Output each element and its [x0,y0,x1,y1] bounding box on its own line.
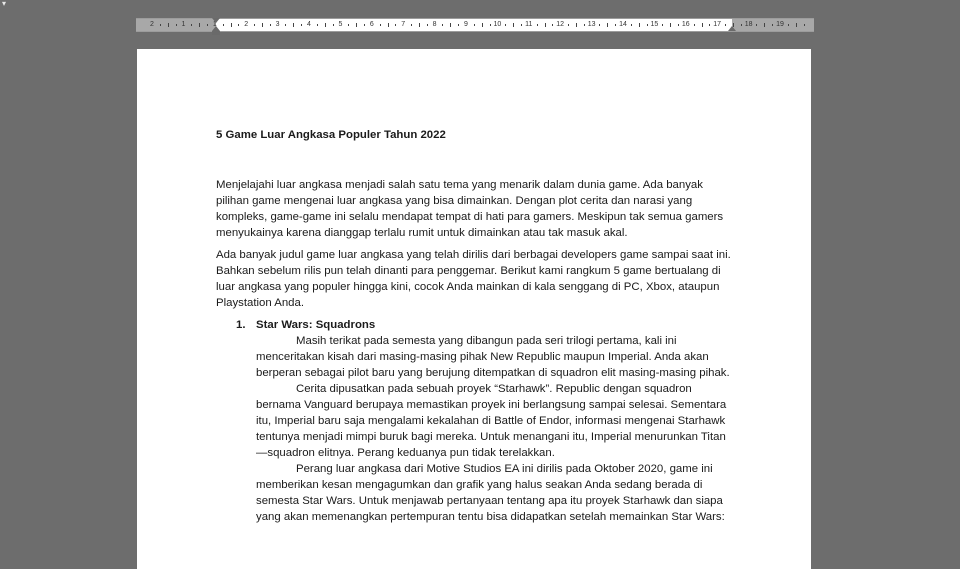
ruler-label: 17 [713,21,722,28]
ruler-tick [160,24,161,26]
ruler-tick [607,23,608,27]
ruler-tick [262,23,263,27]
ruler-tick [764,23,765,27]
ruler-label: 3 [275,21,280,28]
ruler-tick [772,24,773,26]
ruler-label: 10 [493,21,502,28]
ruler-tick [238,24,239,26]
right-indent-marker[interactable] [728,26,736,31]
ruler-tick [325,23,326,27]
ruler-label: 16 [681,21,690,28]
ruler-label: 19 [776,21,784,28]
ruler-tick [568,24,569,26]
document-title[interactable] [216,127,736,143]
list-item-title: Star Wars: Squadrons [256,319,376,331]
ruler-label: 1 [212,21,217,28]
ruler-label: 2 [244,21,249,28]
ruler-tick [702,23,703,27]
ruler-tick [301,24,302,26]
ruler-tick [631,24,632,26]
horizontal-ruler[interactable] [136,18,814,32]
paragraph[interactable]: Menjelajahi luar angkasa menjadi salah satu tema yang menarik dalam dunia game. Ada banyak pilihan game mengenai luar angkasa yang bisa dimainkan. Dengan plot cerita dan narasi yang kompleks, game-game ini selalu mendapat tempat di hati para gamers. Meskipun tak semua gamers menyukainya karena dianggap terlalu rumit untuk dimainkan atau tak masuk akal. [216,179,724,239]
ruler-tick [333,24,334,26]
ruler-tick [615,24,616,26]
ruler-label: 4 [307,21,311,28]
ruler-tick [317,24,318,26]
ruler-label: 13 [587,21,596,28]
ruler-tick [670,23,671,27]
ruler-tick [458,24,459,26]
ruler-tick [388,23,389,27]
ruler-tick [584,24,585,26]
ruler-label: 15 [650,21,659,28]
ruler-tick [356,23,357,27]
ruler-label: 1 [181,21,186,28]
ruler-label: 5 [338,21,343,28]
ruler-label: 12 [556,21,565,28]
list-item-paragraph[interactable]: Masih terikat pada semesta yang dibangun pada seri trilogi pertama, kali ini menceritakan kisah dari masing-masing pihak New Republic maupun Imperial. Anda akan berperan sebagai pilot baru yang berujung ditempatkan di squadron elit masing-masing pihak. [256,335,730,379]
ruler-tick [207,24,208,26]
ruler-tick [490,24,491,26]
ruler-tick [231,23,232,27]
ruler-tick [537,24,538,26]
ruler-tick [796,23,797,27]
ruler-label: 11 [525,21,533,28]
chevron-down-icon[interactable]: ▾ [2,0,7,8]
list-item[interactable] [216,317,736,525]
ruler-tick [552,24,553,26]
ruler-label: 14 [619,21,627,28]
ruler-tick [741,24,742,26]
ruler-tick [513,23,514,27]
ruler-tick [756,24,757,26]
list-number: 1. [236,319,246,331]
ruler-tick [348,24,349,26]
ruler-tick [395,24,396,26]
ruler-label: 7 [401,21,406,28]
ruler-label: 18 [744,21,753,28]
document-body[interactable] [216,127,736,525]
ruler-tick [364,24,365,26]
ruler-label: 9 [464,21,468,28]
ruler-tick [788,24,789,26]
document-page[interactable] [137,49,811,569]
ruler-tick [647,24,648,26]
ruler-tick [411,24,412,26]
ruler-tick [191,24,192,26]
first-line-indent-marker[interactable] [212,18,220,23]
ruler-tick [380,24,381,26]
paragraph[interactable]: Ada banyak judul game luar angkasa yang telah dirilis dari berbagai developers game sampai saat ini. Bahkan sebelum rilis pun telah dinanti para penggemar. Berikut kami rangkum 5 game bertualang di luar angkasa yang populer hingga kini, cocok Anda mainkan di kala senggang di PC, Xbox, ataupun Playstation Anda. [216,249,731,309]
ruler-tick [804,24,805,26]
ruler-tick [521,24,522,26]
ruler-tick [168,23,169,27]
ruler-tick [419,23,420,27]
ruler-tick [254,24,255,26]
left-indent-marker[interactable] [212,31,220,35]
ruler-label: 6 [369,21,374,28]
list-item-paragraph[interactable]: Cerita dipusatkan pada sebuah proyek “Starhawk”. Republic dengan squadron bernama Vanguard berupaya memastikan proyek ini berlangsung sampai selesai. Sementara itu, Imperial baru saja mengalami kekalahan di Battle of Endor, informasi mengenai Starhawk tentunya menjadi mimpi buruk bagi mereka. Untuk menangani itu, Imperial menurunkan Titan—squadron elitnya. Perang keduanya pun tidak terelakkan. [256,383,727,459]
ruler-tick [709,24,710,26]
ruler-tick [270,24,271,26]
ruler-tick [725,24,726,26]
ruler-label: 8 [432,21,437,28]
quick-access-strip [0,0,960,18]
ruler-label: 2 [150,21,154,28]
title-text: 5 Game Luar Angkasa Populer Tahun 2022 [216,129,446,141]
ruler-tick [505,24,506,26]
ruler-tick [223,24,224,26]
ruler-tick [545,23,546,27]
ruler-tick [599,24,600,26]
ruler-tick [293,23,294,27]
ruler-tick [482,23,483,27]
ruler-tick [576,23,577,27]
ruler-tick [176,24,177,26]
ruler-tick [694,24,695,26]
ruler-tick [450,23,451,27]
ruler-tick [678,24,679,26]
ruler-tick [639,23,640,27]
ruler-tick [427,24,428,26]
ruler-tick [442,24,443,26]
ruler-tick [199,23,200,27]
list-item-paragraph[interactable]: Perang luar angkasa dari Motive Studios EA ini dirilis pada Oktober 2020, game ini memberikan kesan mengagumkan dan grafik yang halus seakan Anda sedang berada di semesta Star Wars. Untuk menjawab pertanyaan tentang apa itu proyek Starhawk dan siapa yang akan memenangkan pertempuran tentu bisa didapatkan setelah memainkan Star Wars: [256,463,725,523]
ruler-tick [474,24,475,26]
ruler-tick [285,24,286,26]
ruler-tick [662,24,663,26]
